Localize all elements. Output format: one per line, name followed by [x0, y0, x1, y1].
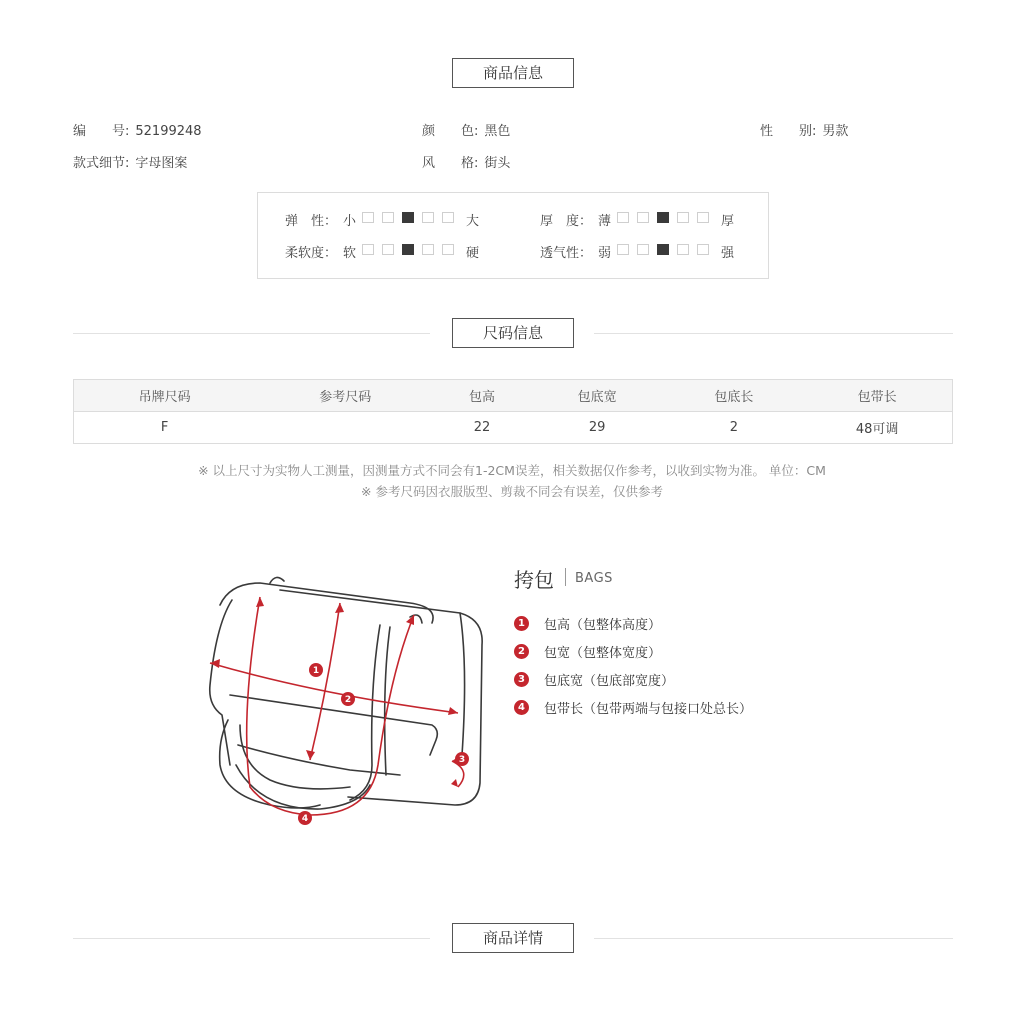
legend-number: 3 [514, 672, 529, 687]
attr-color [422, 120, 510, 139]
rating-softness [285, 242, 479, 261]
rating-breathability [540, 242, 734, 261]
rating-square [422, 212, 434, 223]
attr-code-key: 编 号: [73, 124, 130, 139]
size-header-cell: 包高 [435, 380, 528, 412]
rating-low: 弱 [598, 246, 612, 261]
rating-square [677, 212, 689, 223]
attr-style-value: 街头 [484, 156, 511, 171]
rating-square [617, 244, 629, 255]
legend-text: 包带长（包带两端与包接口处总长） [544, 702, 753, 717]
rating-square [697, 212, 709, 223]
bag-marker-4: 4 [301, 814, 309, 824]
attr-color-key: 颜 色: [422, 124, 479, 139]
rating-elasticity [285, 210, 479, 229]
ratings-panel [257, 192, 769, 279]
size-header-cell: 包底宽 [529, 380, 666, 412]
rating-label: 弹 性： [285, 214, 338, 229]
legend-number: 4 [514, 700, 529, 715]
size-cell: 22 [435, 412, 528, 444]
rating-square-filled [657, 212, 669, 223]
rating-high: 大 [466, 214, 480, 229]
rating-square [382, 244, 394, 255]
rating-thickness [540, 210, 734, 229]
rating-high: 硬 [466, 246, 480, 261]
divider-left [73, 333, 430, 334]
attr-color-value: 黑色 [484, 124, 511, 139]
legend-item-bottom-width [514, 670, 674, 689]
rating-low: 小 [343, 214, 357, 229]
rating-square-filled [402, 212, 414, 223]
rating-high: 强 [721, 246, 735, 261]
rating-square [382, 212, 394, 223]
rating-square [677, 244, 689, 255]
rating-square-filled [657, 244, 669, 255]
rating-high: 厚 [721, 214, 735, 229]
rating-scale [617, 244, 717, 259]
rating-square [617, 212, 629, 223]
attr-gender-value: 男款 [822, 124, 849, 139]
rating-scale [362, 212, 462, 227]
rating-label: 厚 度： [540, 214, 593, 229]
section-title-size-info: 尺码信息 [452, 318, 574, 348]
size-header-cell: 包带长 [802, 380, 952, 412]
legend-text: 包高（包整体高度） [544, 618, 662, 633]
attr-gender-key: 性 别: [760, 124, 817, 139]
table-row [74, 412, 953, 444]
title-separator [565, 568, 566, 586]
rating-scale [362, 244, 462, 259]
divider-right [594, 333, 953, 334]
attr-detail-value: 字母图案 [135, 156, 188, 171]
rating-label: 透气性： [540, 246, 593, 261]
rating-square [362, 212, 374, 223]
attr-style [422, 152, 510, 171]
bag-marker-2: 2 [344, 695, 352, 705]
section-title-product-info: 商品信息 [452, 58, 574, 88]
legend-text: 包宽（包整体宽度） [544, 646, 662, 661]
legend-number: 1 [514, 616, 529, 631]
measurement-note: ※ 以上尺寸为实物人工测量，因测量方式不同会有1-2CM误差，相关数据仅作参考，以收到实物为准。 单位：CM [198, 463, 826, 478]
legend-item-width [514, 642, 661, 661]
legend-item-height [514, 614, 661, 633]
bag-marker-3: 3 [458, 755, 466, 765]
bag-category-title: 挎包 [514, 568, 554, 592]
size-cell: 29 [529, 412, 666, 444]
legend-number: 2 [514, 644, 529, 659]
size-table-header [74, 380, 953, 412]
size-table [73, 379, 953, 444]
rating-square [637, 244, 649, 255]
size-header-cell: 吊牌尺码 [74, 380, 256, 412]
rating-square [422, 244, 434, 255]
size-cell: F [74, 412, 256, 444]
rating-low: 薄 [598, 214, 612, 229]
divider-right [594, 938, 953, 939]
bag-marker-1: 1 [312, 666, 320, 676]
rating-square-filled [402, 244, 414, 255]
attr-detail [73, 152, 187, 171]
rating-scale [617, 212, 717, 227]
rating-label: 柔软度： [285, 246, 338, 261]
size-cell [255, 412, 435, 444]
attr-code-value: 52199248 [135, 124, 202, 139]
rating-square [362, 244, 374, 255]
rating-low: 软 [343, 246, 357, 261]
section-title-product-detail: 商品详情 [452, 923, 574, 953]
attr-style-key: 风 格: [422, 156, 479, 171]
size-cell: 48可调 [802, 412, 952, 444]
attr-detail-key: 款式细节: [73, 156, 130, 171]
bag-category-subtitle: BAGS [575, 571, 613, 586]
rating-square [637, 212, 649, 223]
bag-illustration [200, 565, 500, 835]
legend-text: 包底宽（包底部宽度） [544, 674, 675, 689]
reference-size-note: ※ 参考尺码因衣服版型、剪裁不同会有误差，仅供参考 [361, 484, 663, 499]
attr-code [73, 120, 202, 139]
size-header-cell: 包底长 [666, 380, 803, 412]
size-cell: 2 [666, 412, 803, 444]
rating-square [697, 244, 709, 255]
rating-square [442, 244, 454, 255]
attr-gender [760, 120, 848, 139]
divider-left [73, 938, 430, 939]
size-header-cell: 参考尺码 [255, 380, 435, 412]
rating-square [442, 212, 454, 223]
legend-item-strap-length [514, 698, 752, 717]
